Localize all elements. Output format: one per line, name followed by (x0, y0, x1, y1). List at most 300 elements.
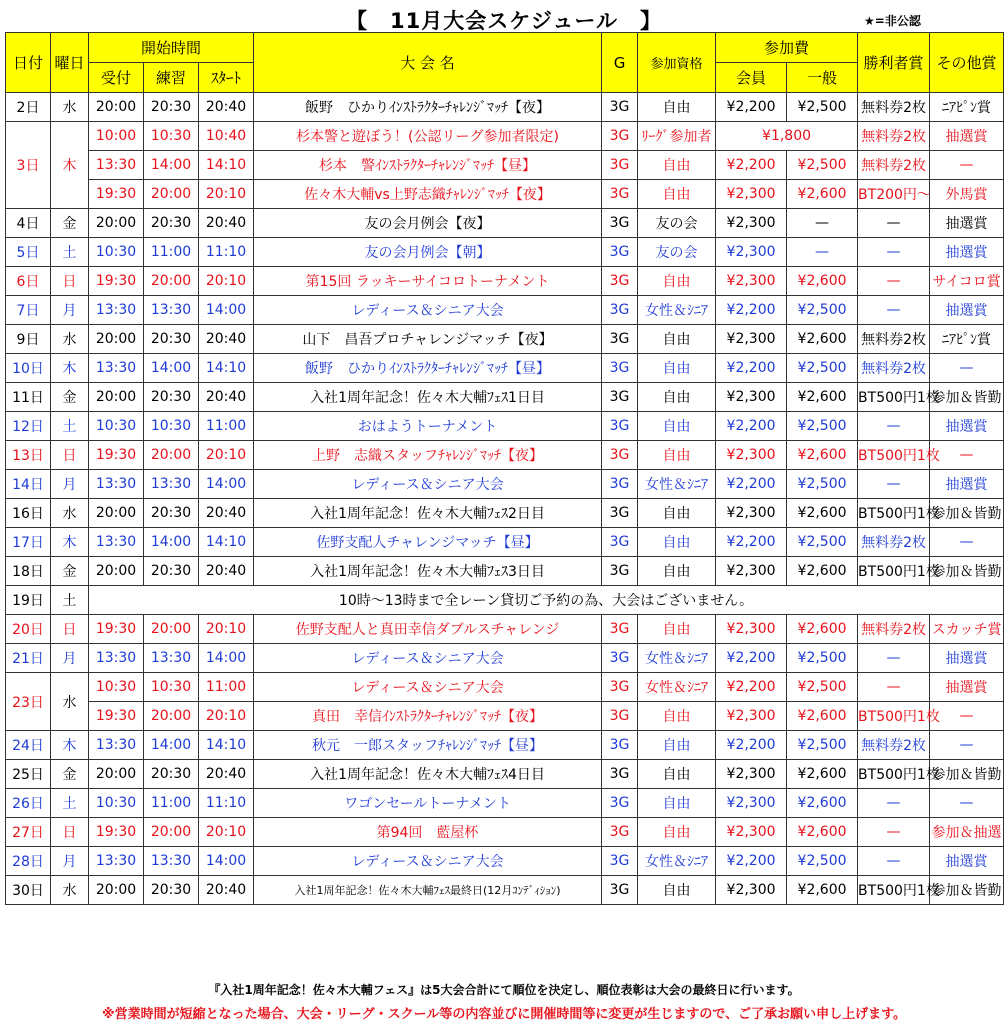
cell-day: 日 (51, 441, 89, 470)
cell-fee-combined: ¥1,800 (716, 122, 858, 151)
cell-practice: 20:30 (144, 325, 199, 354)
cell-eligibility: 友の会 (638, 238, 716, 267)
cell-name: 真田 幸信ｲﾝｽﾄﾗｸﾀｰﾁｬﾚﾝｼﾞﾏｯﾁ【夜】 (254, 702, 602, 731)
cell-other-prize: 参加＆皆勤 (930, 499, 1004, 528)
cell-date: 25日 (6, 760, 51, 789)
cell-eligibility: 女性＆ｼﾆｱ (638, 470, 716, 499)
table-row (6, 93, 1004, 122)
cell-name: 入社1周年記念！佐々木大輔ﾌｪｽ3日目 (254, 557, 602, 586)
cell-date: 5日 (6, 238, 51, 267)
cell-winner-prize: 無料券2枚 (858, 615, 930, 644)
cell-winner-prize: 無料券2枚 (858, 731, 930, 760)
cell-start: 14:10 (199, 731, 254, 760)
cell-date: 14日 (6, 470, 51, 499)
table-row (6, 412, 1004, 441)
cell-eligibility: 自由 (638, 354, 716, 383)
cell-date: 7日 (6, 296, 51, 325)
cell-games: 3G (602, 383, 638, 412)
cell-day: 水 (51, 876, 89, 905)
cell-practice: 10:30 (144, 673, 199, 702)
cell-start: 20:40 (199, 499, 254, 528)
cell-date: 12日 (6, 412, 51, 441)
cell-general-fee: ¥2,500 (787, 354, 858, 383)
cell-start: 20:40 (199, 209, 254, 238)
cell-winner-prize: 無料券2枚 (858, 122, 930, 151)
cell-general-fee: ¥2,600 (787, 615, 858, 644)
cell-member-fee: ¥2,200 (716, 93, 787, 122)
cell-date: 20日 (6, 615, 51, 644)
table-row (6, 876, 1004, 905)
cell-reception: 20:00 (89, 876, 144, 905)
cell-general-fee: ¥2,500 (787, 93, 858, 122)
cell-day: 金 (51, 760, 89, 789)
cell-name: 入社1周年記念！佐々木大輔ﾌｪｽ最終日(12月ｺﾝﾃﾞｨｼｮﾝ) (254, 876, 602, 905)
cell-other-prize: 参加＆皆勤 (930, 876, 1004, 905)
table-row (6, 383, 1004, 412)
cell-day: 月 (51, 644, 89, 673)
cell-practice: 13:30 (144, 644, 199, 673)
header-practice: 練習 (144, 63, 199, 93)
cell-winner-prize: 無料券2枚 (858, 528, 930, 557)
cell-general-fee: ¥2,600 (787, 383, 858, 412)
cell-general-fee: ¥2,500 (787, 412, 858, 441)
cell-start: 20:10 (199, 180, 254, 209)
cell-winner-prize: — (858, 470, 930, 499)
cell-eligibility: 自由 (638, 383, 716, 412)
cell-other-prize: スカッチ賞 (930, 615, 1004, 644)
cell-winner-prize: BT500円1枚 (858, 557, 930, 586)
cell-member-fee: ¥2,200 (716, 354, 787, 383)
cell-eligibility: 自由 (638, 151, 716, 180)
cell-name: レディース＆シニア大会 (254, 644, 602, 673)
cell-name: 第94回 藍屋杯 (254, 818, 602, 847)
cell-winner-prize: — (858, 847, 930, 876)
cell-name: レディース＆シニア大会 (254, 296, 602, 325)
cell-day: 木 (51, 122, 89, 209)
header-date: 日付 (6, 33, 51, 93)
cell-general-fee: ¥2,500 (787, 296, 858, 325)
cell-other-prize: 参加＆皆勤 (930, 760, 1004, 789)
cell-general-fee: ¥2,500 (787, 470, 858, 499)
cell-reception: 20:00 (89, 93, 144, 122)
cell-other-prize: ﾆｱﾋﾟﾝ賞 (930, 325, 1004, 354)
cell-other-prize: 抽選賞 (930, 122, 1004, 151)
cell-date: 2日 (6, 93, 51, 122)
cell-eligibility: 自由 (638, 528, 716, 557)
cell-name: 飯野 ひかりｲﾝｽﾄﾗｸﾀｰﾁｬﾚﾝｼﾞﾏｯﾁ【夜】 (254, 93, 602, 122)
cell-games: 3G (602, 470, 638, 499)
cell-date: 27日 (6, 818, 51, 847)
cell-day: 土 (51, 238, 89, 267)
cell-member-fee: ¥2,300 (716, 818, 787, 847)
cell-start: 20:10 (199, 267, 254, 296)
cell-date: 4日 (6, 209, 51, 238)
table-row (6, 325, 1004, 354)
cell-other-prize: 抽選賞 (930, 673, 1004, 702)
cell-games: 3G (602, 354, 638, 383)
cell-name: 上野 志織スタッフﾁｬﾚﾝｼﾞﾏｯﾁ【夜】 (254, 441, 602, 470)
cell-start: 20:10 (199, 702, 254, 731)
cell-winner-prize: BT200円～ (858, 180, 930, 209)
cell-reception: 19:30 (89, 441, 144, 470)
cell-name: 秋元 一郎スタッフﾁｬﾚﾝｼﾞﾏｯﾁ【昼】 (254, 731, 602, 760)
cell-member-fee: ¥2,200 (716, 847, 787, 876)
cell-other-prize: — (930, 789, 1004, 818)
cell-day: 日 (51, 818, 89, 847)
cell-start: 14:00 (199, 296, 254, 325)
cell-winner-prize: BT500円1枚 (858, 760, 930, 789)
cell-eligibility: 自由 (638, 499, 716, 528)
cell-reception: 19:30 (89, 818, 144, 847)
header-row-1 (6, 33, 1004, 63)
cell-practice: 20:30 (144, 499, 199, 528)
cell-day: 金 (51, 383, 89, 412)
cell-date: 10日 (6, 354, 51, 383)
cell-reception: 19:30 (89, 267, 144, 296)
table-row (6, 615, 1004, 644)
cell-other-prize: — (930, 354, 1004, 383)
cell-games: 3G (602, 673, 638, 702)
cell-practice: 20:30 (144, 383, 199, 412)
cell-day: 月 (51, 847, 89, 876)
cell-reception: 10:30 (89, 238, 144, 267)
cell-general-fee: ¥2,600 (787, 557, 858, 586)
cell-eligibility: 女性＆ｼﾆｱ (638, 673, 716, 702)
cell-practice: 10:30 (144, 412, 199, 441)
cell-name: 佐野支配人チャレンジマッチ【昼】 (254, 528, 602, 557)
cell-name: おはようトーナメント (254, 412, 602, 441)
cell-start: 14:10 (199, 354, 254, 383)
cell-practice: 20:30 (144, 93, 199, 122)
table-row (6, 180, 1004, 209)
header-day: 曜日 (51, 33, 89, 93)
cell-reception: 20:00 (89, 760, 144, 789)
table-row (6, 296, 1004, 325)
cell-other-prize: 抽選賞 (930, 238, 1004, 267)
cell-other-prize: 抽選賞 (930, 209, 1004, 238)
table-row (6, 760, 1004, 789)
cell-start: 10:40 (199, 122, 254, 151)
cell-member-fee: ¥2,300 (716, 441, 787, 470)
cell-practice: 20:30 (144, 876, 199, 905)
table-row (6, 818, 1004, 847)
cell-eligibility: 自由 (638, 267, 716, 296)
cell-general-fee: ¥2,600 (787, 760, 858, 789)
cell-eligibility: 自由 (638, 702, 716, 731)
cell-day: 日 (51, 615, 89, 644)
table-row (6, 209, 1004, 238)
cell-winner-prize: — (858, 673, 930, 702)
cell-games: 3G (602, 789, 638, 818)
cell-other-prize: サイコロ賞 (930, 267, 1004, 296)
cell-practice: 11:00 (144, 789, 199, 818)
cell-general-fee: ¥2,600 (787, 702, 858, 731)
cell-winner-prize: BT500円1枚 (858, 441, 930, 470)
cell-general-fee: ¥2,600 (787, 818, 858, 847)
cell-member-fee: ¥2,300 (716, 557, 787, 586)
cell-name: 入社1周年記念！佐々木大輔ﾌｪｽ2日目 (254, 499, 602, 528)
cell-eligibility: 自由 (638, 876, 716, 905)
cell-general-fee: ¥2,600 (787, 499, 858, 528)
cell-start: 20:10 (199, 818, 254, 847)
cell-reception: 13:30 (89, 528, 144, 557)
cell-date: 11日 (6, 383, 51, 412)
header-start: ｽﾀｰﾄ (199, 63, 254, 93)
cell-name: レディース＆シニア大会 (254, 470, 602, 499)
cell-date: 9日 (6, 325, 51, 354)
cell-start: 20:10 (199, 441, 254, 470)
cell-date: 3日 (6, 122, 51, 209)
cell-reception: 19:30 (89, 615, 144, 644)
cell-eligibility: 自由 (638, 180, 716, 209)
cell-general-fee: ¥2,600 (787, 180, 858, 209)
cell-winner-prize: 無料券2枚 (858, 354, 930, 383)
cell-other-prize: — (930, 151, 1004, 180)
table-row (6, 557, 1004, 586)
cell-winner-prize: — (858, 789, 930, 818)
cell-day: 土 (51, 789, 89, 818)
header-start-time: 開始時間 (89, 33, 254, 63)
cell-name: レディース＆シニア大会 (254, 673, 602, 702)
cell-member-fee: ¥2,300 (716, 876, 787, 905)
header-fee: 参加費 (716, 33, 858, 63)
cell-other-prize: 外馬賞 (930, 180, 1004, 209)
cell-other-prize: ﾆｱﾋﾟﾝ賞 (930, 93, 1004, 122)
cell-practice: 14:00 (144, 731, 199, 760)
cell-member-fee: ¥2,200 (716, 470, 787, 499)
cell-games: 3G (602, 122, 638, 151)
cell-games: 3G (602, 557, 638, 586)
cell-winner-prize: BT500円1枚 (858, 499, 930, 528)
cell-start: 20:40 (199, 557, 254, 586)
cell-name: 杉本警と遊ぼう！(公認リーグ参加者限定) (254, 122, 602, 151)
cell-general-fee: ¥2,600 (787, 876, 858, 905)
cell-eligibility: 自由 (638, 760, 716, 789)
cell-games: 3G (602, 644, 638, 673)
cell-games: 3G (602, 209, 638, 238)
cell-eligibility: 自由 (638, 93, 716, 122)
cell-games: 3G (602, 151, 638, 180)
cell-name: 第15回 ラッキーサイコロトーナメント (254, 267, 602, 296)
cell-eligibility: 自由 (638, 731, 716, 760)
cell-games: 3G (602, 93, 638, 122)
cell-reception: 10:30 (89, 412, 144, 441)
cell-date: 13日 (6, 441, 51, 470)
cell-reception: 19:30 (89, 180, 144, 209)
cell-reception: 13:30 (89, 847, 144, 876)
table-row (6, 528, 1004, 557)
cell-reception: 20:00 (89, 499, 144, 528)
cell-name: 山下 昌吾プロチャレンジマッチ【夜】 (254, 325, 602, 354)
table-row (6, 673, 1004, 702)
cell-general-fee: — (787, 238, 858, 267)
cell-winner-prize: — (858, 412, 930, 441)
cell-member-fee: ¥2,200 (716, 673, 787, 702)
cell-winner-prize: 無料券2枚 (858, 151, 930, 180)
cell-day: 金 (51, 557, 89, 586)
cell-start: 11:00 (199, 412, 254, 441)
cell-games: 3G (602, 296, 638, 325)
cell-reception: 13:30 (89, 731, 144, 760)
cell-date: 19日 (6, 586, 51, 615)
table-row (6, 354, 1004, 383)
cell-games: 3G (602, 528, 638, 557)
cell-start: 14:00 (199, 644, 254, 673)
cell-eligibility: 自由 (638, 789, 716, 818)
cell-start: 11:00 (199, 673, 254, 702)
cell-other-prize: 抽選賞 (930, 644, 1004, 673)
table-row (6, 847, 1004, 876)
cell-start: 20:40 (199, 760, 254, 789)
cell-date: 23日 (6, 673, 51, 731)
cell-name: 友の会月例会【夜】 (254, 209, 602, 238)
cell-winner-prize: 無料券2枚 (858, 93, 930, 122)
cell-reception: 10:30 (89, 673, 144, 702)
cell-general-fee: ¥2,600 (787, 441, 858, 470)
table-row (6, 238, 1004, 267)
table-row (6, 470, 1004, 499)
cell-practice: 20:00 (144, 818, 199, 847)
table-row (6, 789, 1004, 818)
cell-winner-prize: 無料券2枚 (858, 325, 930, 354)
cell-winner-prize: — (858, 296, 930, 325)
cell-reception: 13:30 (89, 644, 144, 673)
cell-day: 木 (51, 731, 89, 760)
cell-member-fee: ¥2,300 (716, 238, 787, 267)
cell-member-fee: ¥2,300 (716, 180, 787, 209)
table-row (6, 702, 1004, 731)
cell-practice: 20:00 (144, 702, 199, 731)
cell-reception: 10:00 (89, 122, 144, 151)
cell-reception: 20:00 (89, 209, 144, 238)
cell-date: 6日 (6, 267, 51, 296)
cell-games: 3G (602, 731, 638, 760)
cell-start: 20:40 (199, 93, 254, 122)
cell-member-fee: ¥2,300 (716, 789, 787, 818)
cell-member-fee: ¥2,300 (716, 209, 787, 238)
cell-general-fee: ¥2,500 (787, 528, 858, 557)
cell-name: 入社1周年記念！佐々木大輔ﾌｪｽ4日目 (254, 760, 602, 789)
cell-day: 木 (51, 354, 89, 383)
cell-games: 3G (602, 760, 638, 789)
table-row (6, 267, 1004, 296)
cell-other-prize: 抽選賞 (930, 847, 1004, 876)
cell-start: 20:40 (199, 383, 254, 412)
cell-eligibility: 友の会 (638, 209, 716, 238)
cell-reception: 20:00 (89, 325, 144, 354)
cell-practice: 11:00 (144, 238, 199, 267)
cell-member-fee: ¥2,300 (716, 325, 787, 354)
cell-games: 3G (602, 267, 638, 296)
header-reception: 受付 (89, 63, 144, 93)
cell-eligibility: 自由 (638, 818, 716, 847)
cell-eligibility: ﾘｰｸﾞ参加者 (638, 122, 716, 151)
header-general: 一般 (787, 63, 858, 93)
cell-day: 水 (51, 673, 89, 731)
cell-games: 3G (602, 876, 638, 905)
cell-practice: 20:00 (144, 615, 199, 644)
cell-other-prize: 抽選賞 (930, 296, 1004, 325)
cell-other-prize: 抽選賞 (930, 412, 1004, 441)
cell-games: 3G (602, 499, 638, 528)
cell-practice: 14:00 (144, 528, 199, 557)
fes-ranking-note: 『入社1周年記念！佐々木大輔フェス』は5大会合計にて順位を決定し、順位表彰は大会の最終日に行います。 (208, 983, 800, 997)
cell-eligibility: 女性＆ｼﾆｱ (638, 847, 716, 876)
cell-games: 3G (602, 615, 638, 644)
cell-member-fee: ¥2,200 (716, 528, 787, 557)
cell-practice: 20:00 (144, 180, 199, 209)
header-other-prize: その他賞 (930, 33, 1004, 93)
cell-name: レディース＆シニア大会 (254, 847, 602, 876)
cell-start: 20:40 (199, 325, 254, 354)
cell-day: 金 (51, 209, 89, 238)
cell-general-fee: ¥2,500 (787, 644, 858, 673)
cell-date: 30日 (6, 876, 51, 905)
cell-reception: 20:00 (89, 383, 144, 412)
cell-practice: 20:30 (144, 209, 199, 238)
cell-reception: 13:30 (89, 470, 144, 499)
cell-winner-prize: — (858, 644, 930, 673)
cell-day: 土 (51, 586, 89, 615)
cell-practice: 10:30 (144, 122, 199, 151)
table-row-notice (6, 586, 1004, 615)
cell-games: 3G (602, 180, 638, 209)
cell-eligibility: 自由 (638, 557, 716, 586)
cell-member-fee: ¥2,200 (716, 412, 787, 441)
header-games: G (602, 33, 638, 93)
cell-member-fee: ¥2,300 (716, 499, 787, 528)
cell-member-fee: ¥2,200 (716, 151, 787, 180)
cell-winner-prize: — (858, 209, 930, 238)
cell-games: 3G (602, 238, 638, 267)
cell-other-prize: 参加＆皆勤 (930, 557, 1004, 586)
cell-name: 友の会月例会【朝】 (254, 238, 602, 267)
table-row (6, 644, 1004, 673)
cell-day: 月 (51, 296, 89, 325)
unofficial-note: ★=非公認 (864, 14, 921, 28)
cell-name: 入社1周年記念！佐々木大輔ﾌｪｽ1日目 (254, 383, 602, 412)
cell-date: 18日 (6, 557, 51, 586)
cell-practice: 14:00 (144, 151, 199, 180)
cell-member-fee: ¥2,200 (716, 731, 787, 760)
hours-change-notice: ※営業時間が短縮となった場合、大会・リーグ・スクール等の内容並びに開催時間等に変更が生じますので、ご了承お願い申し上げます。 (101, 1007, 907, 1022)
cell-member-fee: ¥2,300 (716, 760, 787, 789)
cell-eligibility: 自由 (638, 412, 716, 441)
cell-games: 3G (602, 441, 638, 470)
cell-date: 26日 (6, 789, 51, 818)
cell-games: 3G (602, 325, 638, 354)
cell-name: 佐々木大輔vs上野志織ﾁｬﾚﾝｼﾞﾏｯﾁ【夜】 (254, 180, 602, 209)
cell-games: 3G (602, 702, 638, 731)
cell-date: 24日 (6, 731, 51, 760)
cell-name: 飯野 ひかりｲﾝｽﾄﾗｸﾀｰﾁｬﾚﾝｼﾞﾏｯﾁ【昼】 (254, 354, 602, 383)
cell-member-fee: ¥2,300 (716, 383, 787, 412)
cell-practice: 20:30 (144, 557, 199, 586)
schedule-table (5, 32, 1004, 905)
cell-practice: 13:30 (144, 847, 199, 876)
cell-practice: 13:30 (144, 296, 199, 325)
cell-reception: 20:00 (89, 557, 144, 586)
cell-other-prize: 参加＆抽選 (930, 818, 1004, 847)
cell-other-prize: 抽選賞 (930, 470, 1004, 499)
cell-day: 水 (51, 499, 89, 528)
cell-games: 3G (602, 412, 638, 441)
cell-general-fee: ¥2,500 (787, 673, 858, 702)
cell-general-fee: ¥2,500 (787, 847, 858, 876)
cell-start: 11:10 (199, 789, 254, 818)
cell-winner-prize: BT500円1枚 (858, 876, 930, 905)
cell-day: 水 (51, 325, 89, 354)
